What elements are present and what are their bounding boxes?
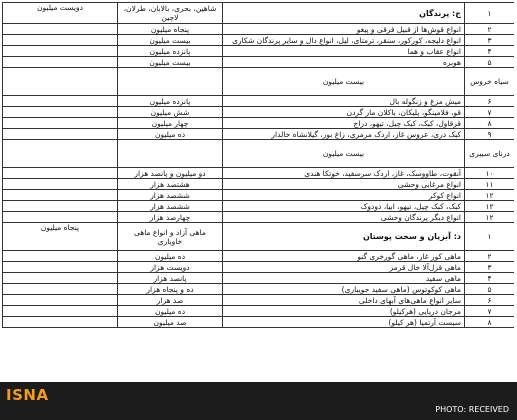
description-cell: میش مرغ و زنگوله بال <box>223 96 465 107</box>
price-cell <box>118 68 223 96</box>
table-row <box>3 179 515 190</box>
row-number-cell: ۲ <box>465 251 515 262</box>
row-number-cell: ۱ <box>465 223 515 251</box>
price-cell: دویست هزار <box>118 262 223 273</box>
price-cell: بیست میلیون <box>118 57 223 68</box>
table-row <box>3 118 515 129</box>
group-price-cell <box>3 179 118 190</box>
description-cell: کبک، کبک چیل، تیهو، ابیا، دودوک <box>223 201 465 212</box>
price-cell: شاهین، بحری، بالابان، طرلان، لاچین <box>118 3 223 24</box>
row-number-cell: ۶ <box>465 96 515 107</box>
price-cell: صد میلیون <box>118 317 223 328</box>
table-row <box>3 57 515 68</box>
group-price-cell <box>3 273 118 284</box>
row-number-cell: ۹ <box>465 129 515 140</box>
row-number-cell: ۱ <box>465 3 515 24</box>
price-cell: ده میلیون <box>118 251 223 262</box>
row-number-cell: سیاه خروس <box>465 68 515 96</box>
group-price-cell <box>3 129 118 140</box>
row-number-cell: درنای سیبری <box>465 140 515 168</box>
description-cell: انواع قوش‌ها از قبیل قرقی و پیغو <box>223 24 465 35</box>
description-cell: ماهی سفید <box>223 273 465 284</box>
group-price-cell <box>3 251 118 262</box>
price-cell: ششصد هزار <box>118 201 223 212</box>
group-price-cell <box>3 35 118 46</box>
table-row <box>3 262 515 273</box>
group-price-cell <box>3 24 118 35</box>
description-cell: ماهی کوکوتوس (ماهی سفید جویباری) <box>223 284 465 295</box>
group-price-cell <box>3 57 118 68</box>
description-cell: هوبره <box>223 57 465 68</box>
price-cell <box>118 140 223 168</box>
group-price-cell <box>3 96 118 107</box>
group-price-cell: دویست میلیون <box>3 3 118 24</box>
description-cell: انواع دلیجه، کورکور، سنقر، ترمتای، لیل، انواع دال و سایر پرندگان شکاری <box>223 35 465 46</box>
description-cell: سیست آرتمیا (هر کیلو) <box>223 317 465 328</box>
group-price-cell <box>3 262 118 273</box>
row-number-cell: ۱۲ <box>465 212 515 223</box>
price-cell: صد هزار <box>118 295 223 306</box>
row-number-cell: ۴ <box>465 46 515 57</box>
description-cell: د: آبزیان و سخت پوستان <box>223 223 465 251</box>
description-cell: انواع عقاب و هما <box>223 46 465 57</box>
price-cell: ده میلیون <box>118 129 223 140</box>
price-cell: پانزده میلیون <box>118 96 223 107</box>
table-row <box>3 96 515 107</box>
table-row <box>3 251 515 262</box>
table-row <box>3 35 515 46</box>
group-price-cell <box>3 107 118 118</box>
table-row <box>3 168 515 179</box>
price-cell: چهارصد هزار <box>118 212 223 223</box>
group-price-cell <box>3 190 118 201</box>
group-price-cell <box>3 201 118 212</box>
price-cell: پنجاه میلیون <box>118 24 223 35</box>
row-number-cell: ۵ <box>465 57 515 68</box>
price-cell: شش میلیون <box>118 107 223 118</box>
description-cell: قو، فلامینگو، پلیکان، باکلان مار گردن <box>223 107 465 118</box>
price-cell: ششصد هزار <box>118 190 223 201</box>
table-row <box>3 273 515 284</box>
table-row <box>3 306 515 317</box>
table-row <box>3 129 515 140</box>
description-cell: مرجان دریایی (هرکیلو) <box>223 306 465 317</box>
description-cell: انواع مرغابی وحشی <box>223 179 465 190</box>
group-price-cell: پنجاه میلیون <box>3 223 118 251</box>
group-price-cell <box>3 118 118 129</box>
price-cell: ده و پنجاه هزار <box>118 284 223 295</box>
group-price-cell <box>3 306 118 317</box>
price-cell: پانصد هزار <box>118 273 223 284</box>
group-price-cell <box>3 284 118 295</box>
group-price-cell <box>3 295 118 306</box>
row-number-cell: ۱۱ <box>465 179 515 190</box>
table-row <box>3 201 515 212</box>
price-cell: ده میلیون <box>118 306 223 317</box>
row-number-cell: ۳ <box>465 35 515 46</box>
price-cell: چهار میلیون <box>118 118 223 129</box>
description-cell: سایر انواع ماهی‌های آبهای داخلی <box>223 295 465 306</box>
row-number-cell: ۵ <box>465 284 515 295</box>
row-number-cell: ۸ <box>465 317 515 328</box>
description-cell: ماهی قزل‌آلا خال قرمز <box>223 262 465 273</box>
table-row <box>3 140 515 168</box>
group-price-cell <box>3 68 118 96</box>
photo-credit: PHOTO: RECEIVED <box>435 405 509 414</box>
table-row <box>3 107 515 118</box>
row-number-cell: ۱۲ <box>465 190 515 201</box>
table-row <box>3 223 515 251</box>
price-table <box>2 2 514 328</box>
row-number-cell: ۶ <box>465 295 515 306</box>
table-row <box>3 68 515 96</box>
table-row <box>3 3 515 24</box>
row-number-cell: ۴ <box>465 273 515 284</box>
table-row <box>3 295 515 306</box>
table-row <box>3 190 515 201</box>
document-page <box>2 2 514 380</box>
isna-logo: ISNA <box>6 386 49 404</box>
group-price-cell <box>3 212 118 223</box>
price-table-body <box>3 3 515 328</box>
footer-bar <box>0 382 517 420</box>
row-number-cell: ۳ <box>465 262 515 273</box>
description-cell: بیست میلیون <box>223 68 465 96</box>
row-number-cell: ۷ <box>465 306 515 317</box>
description-cell: بیست میلیون <box>223 140 465 168</box>
row-number-cell: ۷ <box>465 107 515 118</box>
price-cell: بیست میلیون <box>118 35 223 46</box>
description-cell: ماهی کور غار، ماهی گورخری گنو <box>223 251 465 262</box>
description-cell: آنقوت، طاووسک، غاز، اردک سرسفید، خوتکا هندی <box>223 168 465 179</box>
price-cell: هشتصد هزار <box>118 179 223 190</box>
group-price-cell <box>3 317 118 328</box>
price-cell: ماهی آزاد و انواع ماهی خاویاری <box>118 223 223 251</box>
group-price-cell <box>3 168 118 179</box>
row-number-cell: ۱۰ <box>465 168 515 179</box>
row-number-cell: ۲ <box>465 24 515 35</box>
price-cell: دو میلیون و پانصد هزار <box>118 168 223 179</box>
description-cell: انواع کوکر <box>223 190 465 201</box>
table-row <box>3 317 515 328</box>
table-row <box>3 284 515 295</box>
table-row <box>3 212 515 223</box>
group-price-cell <box>3 46 118 57</box>
description-cell: قرقاول، کبک، کبک چیل، تیهو، دراج <box>223 118 465 129</box>
row-number-cell: ۸ <box>465 118 515 129</box>
description-cell: انواع دیگر پرندگان وحشی <box>223 212 465 223</box>
price-cell: پانزده میلیون <box>118 46 223 57</box>
table-row <box>3 24 515 35</box>
description-cell: کبک دری، عروس غاز، اردک مرمری، زاغ بور، گیلانشاه خالدار <box>223 129 465 140</box>
table-row <box>3 46 515 57</box>
row-number-cell: ۱۲ <box>465 201 515 212</box>
description-cell: ج: پرندگان <box>223 3 465 24</box>
group-price-cell <box>3 140 118 168</box>
